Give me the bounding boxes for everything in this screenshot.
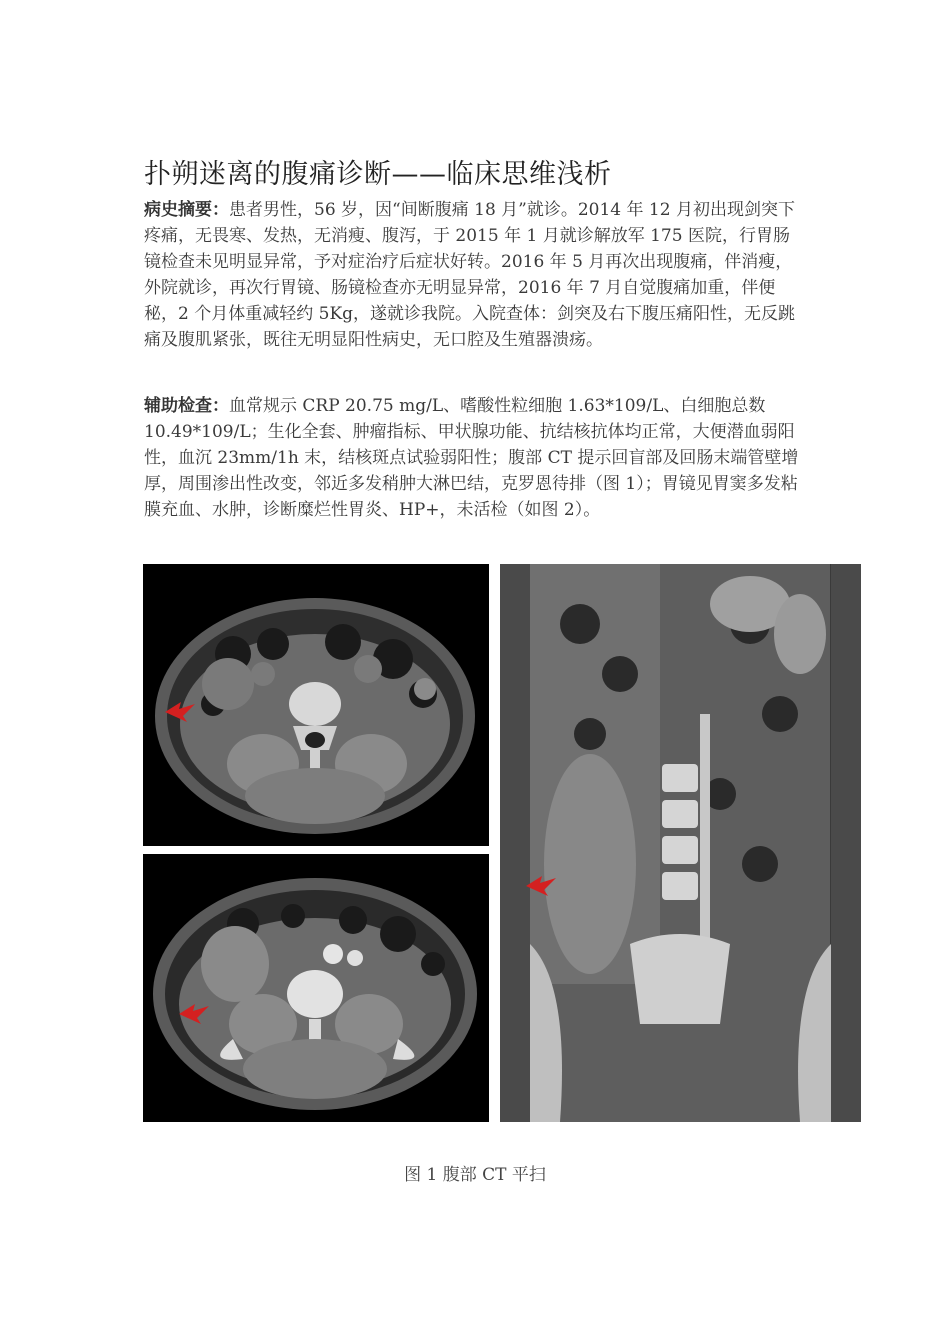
- exam-label: 辅助检查：: [144, 396, 229, 416]
- exam-paragraph: [144, 393, 806, 523]
- history-label: 病史摘要：: [144, 200, 229, 220]
- ct-axial-lower-graphic: [143, 854, 489, 1122]
- ct-coronal-image: [500, 564, 861, 1122]
- ct-axial-image-upper: [143, 564, 489, 846]
- article-title: 扑朔迷离的腹痛诊断——临床思维浅析: [144, 159, 612, 191]
- ct-axial-upper-graphic: [143, 564, 489, 846]
- history-paragraph: [144, 197, 806, 353]
- ct-coronal-graphic: [500, 564, 861, 1122]
- exam-text: 血常规示 CRP 20.75 mg/L、嗜酸性粒细胞 1.63*109/L、白细胞总数 10.49*109/L；生化全套、肿瘤指标、甲状腺功能、抗结核抗体均正常，大便潜血弱阳性，血沉 23mm/1h 末，结核斑点试验弱阳性；腹部 CT 提示回盲部及回肠末端管壁增厚，周围渗出性改变，邻近多发稍肿大淋巴结，克罗恩待排（图 1）；胃镜见胃窦多发粘膜充血、水肿，诊断糜烂性胃炎、HP+，未活检（如图 2）。: [144, 396, 799, 520]
- ct-axial-image-lower: [143, 854, 489, 1122]
- figure-caption: 图 1 腹部 CT 平扫: [404, 1165, 546, 1185]
- history-text: 患者男性，56 岁，因“间断腹痛 18 月”就诊。2014 年 12 月初出现剑突下疼痛，无畏寒、发热，无消瘦、腹泻，于 2015 年 1 月就诊解放军 175 医院，行胃肠镜检查未见明显异常，予对症治疗后症状好转。2016 年 5 月再次出现腹痛，伴消瘦，外院就诊，再次行胃镜、肠镜检查亦无明显异常，2016 年 7 月自觉腹痛加重，伴便秘，2 个月体重减轻约 5Kg，遂就诊我院。入院查体：剑突及右下腹压痛阳性，无反跳痛及腹肌紧张，既往无明显阳性病史，无口腔及生殖器溃疡。: [144, 200, 796, 350]
